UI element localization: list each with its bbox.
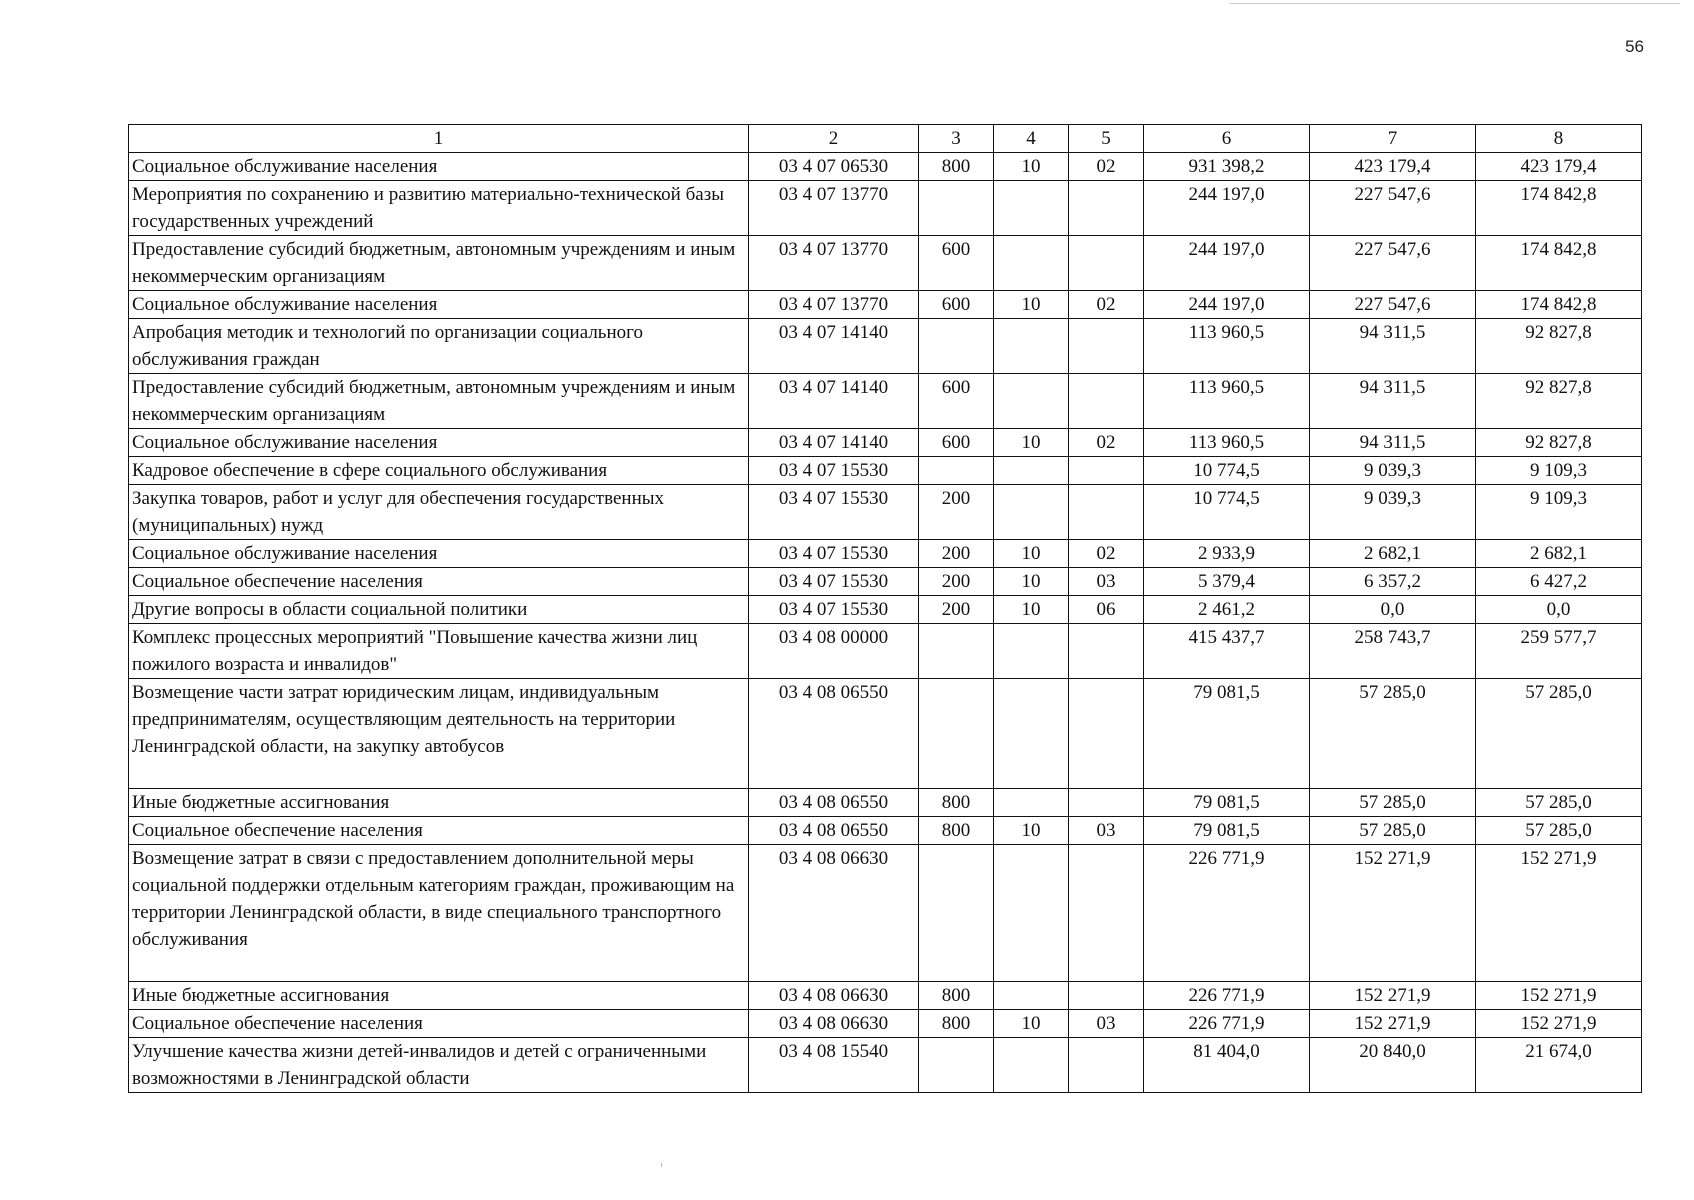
row-col3-cell xyxy=(919,181,994,236)
row-col4-cell xyxy=(994,1038,1069,1093)
row-code-cell: 03 4 07 13770 xyxy=(749,181,919,236)
row-code-cell: 03 4 07 14140 xyxy=(749,429,919,457)
row-code-cell: 03 4 08 06550 xyxy=(749,789,919,817)
row-col4-cell: 10 xyxy=(994,153,1069,181)
row-code-cell: 03 4 07 15530 xyxy=(749,485,919,540)
row-col8-cell: 0,0 xyxy=(1476,596,1642,624)
row-col3-cell: 600 xyxy=(919,429,994,457)
row-col5-cell: 02 xyxy=(1069,429,1144,457)
row-col4-cell: 10 xyxy=(994,429,1069,457)
row-col4-cell xyxy=(994,982,1069,1010)
table-row xyxy=(129,1010,1642,1038)
table-row xyxy=(129,789,1642,817)
row-name-cell: Улучшение качества жизни детей-инвалидов и детей с ограниченными возможностями в Ленинградской области xyxy=(129,1038,749,1093)
row-col8-cell: 152 271,9 xyxy=(1476,982,1642,1010)
row-col5-cell: 02 xyxy=(1069,153,1144,181)
table-row xyxy=(129,457,1642,485)
row-col7-cell: 57 285,0 xyxy=(1310,789,1476,817)
row-col7-cell: 152 271,9 xyxy=(1310,1010,1476,1038)
row-name-cell: Социальное обслуживание населения xyxy=(129,540,749,568)
row-col6-cell: 113 960,5 xyxy=(1144,429,1310,457)
table-row xyxy=(129,568,1642,596)
row-col3-cell: 200 xyxy=(919,596,994,624)
row-col4-cell xyxy=(994,374,1069,429)
row-name-cell: Предоставление субсидий бюджетным, автономным учреждениям и иным некоммерческим организациям xyxy=(129,236,749,291)
row-code-cell: 03 4 08 06630 xyxy=(749,982,919,1010)
row-col5-cell xyxy=(1069,789,1144,817)
row-code-cell: 03 4 08 06550 xyxy=(749,679,919,789)
row-col6-cell: 2 461,2 xyxy=(1144,596,1310,624)
row-col4-cell xyxy=(994,679,1069,789)
row-col4-cell: 10 xyxy=(994,291,1069,319)
row-code-cell: 03 4 07 15530 xyxy=(749,568,919,596)
row-col5-cell xyxy=(1069,1038,1144,1093)
row-name-cell: Другие вопросы в области социальной политики xyxy=(129,596,749,624)
row-col8-cell: 57 285,0 xyxy=(1476,679,1642,789)
row-col7-cell: 94 311,5 xyxy=(1310,429,1476,457)
row-col6-cell: 226 771,9 xyxy=(1144,845,1310,982)
row-col4-cell xyxy=(994,789,1069,817)
row-col7-cell: 9 039,3 xyxy=(1310,485,1476,540)
table-row xyxy=(129,817,1642,845)
row-col6-cell: 79 081,5 xyxy=(1144,679,1310,789)
row-col3-cell: 600 xyxy=(919,236,994,291)
row-name-cell: Иные бюджетные ассигнования xyxy=(129,982,749,1010)
row-col3-cell xyxy=(919,457,994,485)
row-name-cell: Предоставление субсидий бюджетным, автономным учреждениям и иным некоммерческим организациям xyxy=(129,374,749,429)
row-col4-cell: 10 xyxy=(994,540,1069,568)
row-col5-cell xyxy=(1069,624,1144,679)
table-header-row xyxy=(129,125,1642,153)
header-col-6: 6 xyxy=(1144,125,1310,153)
header-col-4: 4 xyxy=(994,125,1069,153)
row-col3-cell: 200 xyxy=(919,485,994,540)
row-col7-cell: 0,0 xyxy=(1310,596,1476,624)
row-code-cell: 03 4 07 15530 xyxy=(749,457,919,485)
row-col4-cell: 10 xyxy=(994,817,1069,845)
table-row xyxy=(129,1038,1642,1093)
header-col-7: 7 xyxy=(1310,125,1476,153)
row-col4-cell xyxy=(994,319,1069,374)
row-name-cell: Апробация методик и технологий по организации социального обслуживания граждан xyxy=(129,319,749,374)
row-col6-cell: 5 379,4 xyxy=(1144,568,1310,596)
row-col6-cell: 79 081,5 xyxy=(1144,789,1310,817)
row-name-cell: Социальное обеспечение населения xyxy=(129,568,749,596)
row-col7-cell: 20 840,0 xyxy=(1310,1038,1476,1093)
row-col4-cell xyxy=(994,845,1069,982)
row-code-cell: 03 4 07 14140 xyxy=(749,319,919,374)
row-col5-cell: 06 xyxy=(1069,596,1144,624)
header-col-1: 1 xyxy=(129,125,749,153)
row-col6-cell: 931 398,2 xyxy=(1144,153,1310,181)
row-col5-cell xyxy=(1069,319,1144,374)
row-col3-cell: 800 xyxy=(919,153,994,181)
row-col3-cell xyxy=(919,1038,994,1093)
row-col7-cell: 227 547,6 xyxy=(1310,236,1476,291)
header-col-3: 3 xyxy=(919,125,994,153)
table-row xyxy=(129,236,1642,291)
row-code-cell: 03 4 07 13770 xyxy=(749,236,919,291)
row-col7-cell: 258 743,7 xyxy=(1310,624,1476,679)
row-col5-cell xyxy=(1069,982,1144,1010)
row-col3-cell: 200 xyxy=(919,568,994,596)
row-col3-cell xyxy=(919,624,994,679)
row-code-cell: 03 4 07 06530 xyxy=(749,153,919,181)
row-col8-cell: 423 179,4 xyxy=(1476,153,1642,181)
row-col6-cell: 415 437,7 xyxy=(1144,624,1310,679)
row-col8-cell: 6 427,2 xyxy=(1476,568,1642,596)
header-col-5: 5 xyxy=(1069,125,1144,153)
row-col4-cell: 10 xyxy=(994,596,1069,624)
row-col6-cell: 113 960,5 xyxy=(1144,374,1310,429)
row-col8-cell: 92 827,8 xyxy=(1476,319,1642,374)
row-col7-cell: 94 311,5 xyxy=(1310,374,1476,429)
row-col5-cell: 02 xyxy=(1069,291,1144,319)
row-col6-cell: 10 774,5 xyxy=(1144,485,1310,540)
row-col6-cell: 79 081,5 xyxy=(1144,817,1310,845)
row-col3-cell: 800 xyxy=(919,789,994,817)
row-code-cell: 03 4 08 06630 xyxy=(749,1010,919,1038)
scan-edge-line xyxy=(1230,3,1680,4)
row-col5-cell xyxy=(1069,485,1144,540)
row-col7-cell: 94 311,5 xyxy=(1310,319,1476,374)
table-row xyxy=(129,485,1642,540)
row-code-cell: 03 4 08 06550 xyxy=(749,817,919,845)
page-number: 56 xyxy=(1625,37,1644,56)
table-row xyxy=(129,374,1642,429)
row-col8-cell: 174 842,8 xyxy=(1476,181,1642,236)
row-name-cell: Возмещение части затрат юридическим лицам, индивидуальным предпринимателям, осуществляющим деятельность на территории Ленинградской области, на закупку автобусов xyxy=(129,679,749,789)
row-col3-cell xyxy=(919,679,994,789)
table-row xyxy=(129,153,1642,181)
table-row xyxy=(129,679,1642,789)
table-row xyxy=(129,596,1642,624)
row-col8-cell: 57 285,0 xyxy=(1476,789,1642,817)
row-col4-cell xyxy=(994,485,1069,540)
row-name-cell: Социальное обслуживание населения xyxy=(129,291,749,319)
row-col7-cell: 423 179,4 xyxy=(1310,153,1476,181)
row-col3-cell: 600 xyxy=(919,374,994,429)
row-col6-cell: 2 933,9 xyxy=(1144,540,1310,568)
row-col6-cell: 113 960,5 xyxy=(1144,319,1310,374)
row-col5-cell: 03 xyxy=(1069,1010,1144,1038)
budget-table xyxy=(128,124,1642,1093)
row-col8-cell: 152 271,9 xyxy=(1476,845,1642,982)
row-name-cell: Социальное обслуживание населения xyxy=(129,153,749,181)
row-name-cell: Комплекс процессных мероприятий "Повышение качества жизни лиц пожилого возраста и инвалидов" xyxy=(129,624,749,679)
header-col-8: 8 xyxy=(1476,125,1642,153)
row-col3-cell: 800 xyxy=(919,1010,994,1038)
row-col6-cell: 226 771,9 xyxy=(1144,982,1310,1010)
row-col5-cell xyxy=(1069,679,1144,789)
row-col4-cell xyxy=(994,624,1069,679)
row-col5-cell xyxy=(1069,236,1144,291)
table-row xyxy=(129,624,1642,679)
row-code-cell: 03 4 07 15530 xyxy=(749,596,919,624)
row-code-cell: 03 4 07 15530 xyxy=(749,540,919,568)
row-col8-cell: 57 285,0 xyxy=(1476,817,1642,845)
row-code-cell: 03 4 08 06630 xyxy=(749,845,919,982)
row-name-cell: Иные бюджетные ассигнования xyxy=(129,789,749,817)
row-col6-cell: 244 197,0 xyxy=(1144,181,1310,236)
row-col8-cell: 174 842,8 xyxy=(1476,236,1642,291)
table-row xyxy=(129,429,1642,457)
table-row xyxy=(129,845,1642,982)
row-name-cell: Возмещение затрат в связи с предоставлением дополнительной меры социальной поддержки отдельным категориям граждан, проживающим на территории Ленинградской области, в виде специального транспортного обслуживания xyxy=(129,845,749,982)
row-col7-cell: 57 285,0 xyxy=(1310,817,1476,845)
row-col8-cell: 174 842,8 xyxy=(1476,291,1642,319)
row-col6-cell: 226 771,9 xyxy=(1144,1010,1310,1038)
row-col7-cell: 9 039,3 xyxy=(1310,457,1476,485)
row-col8-cell: 21 674,0 xyxy=(1476,1038,1642,1093)
row-name-cell: Мероприятия по сохранению и развитию материально-технической базы государственных учреждений xyxy=(129,181,749,236)
row-name-cell: Закупка товаров, работ и услуг для обеспечения государственных (муниципальных) нужд xyxy=(129,485,749,540)
row-col4-cell xyxy=(994,181,1069,236)
row-col7-cell: 2 682,1 xyxy=(1310,540,1476,568)
row-col3-cell: 600 xyxy=(919,291,994,319)
row-col3-cell xyxy=(919,319,994,374)
row-col5-cell: 03 xyxy=(1069,568,1144,596)
row-col8-cell: 9 109,3 xyxy=(1476,485,1642,540)
row-col5-cell xyxy=(1069,374,1144,429)
row-col3-cell: 200 xyxy=(919,540,994,568)
row-col7-cell: 57 285,0 xyxy=(1310,679,1476,789)
row-name-cell: Социальное обеспечение населения xyxy=(129,1010,749,1038)
row-code-cell: 03 4 07 14140 xyxy=(749,374,919,429)
row-col8-cell: 92 827,8 xyxy=(1476,374,1642,429)
row-col6-cell: 10 774,5 xyxy=(1144,457,1310,485)
table-row xyxy=(129,181,1642,236)
row-col8-cell: 9 109,3 xyxy=(1476,457,1642,485)
row-col8-cell: 92 827,8 xyxy=(1476,429,1642,457)
row-col4-cell xyxy=(994,457,1069,485)
row-col8-cell: 259 577,7 xyxy=(1476,624,1642,679)
row-code-cell: 03 4 08 00000 xyxy=(749,624,919,679)
row-code-cell: 03 4 08 15540 xyxy=(749,1038,919,1093)
row-col3-cell: 800 xyxy=(919,982,994,1010)
row-col5-cell xyxy=(1069,181,1144,236)
stray-scan-mark xyxy=(661,1163,662,1167)
row-name-cell: Социальное обеспечение населения xyxy=(129,817,749,845)
table-row xyxy=(129,291,1642,319)
row-col8-cell: 152 271,9 xyxy=(1476,1010,1642,1038)
table-row xyxy=(129,982,1642,1010)
row-col4-cell: 10 xyxy=(994,568,1069,596)
row-col4-cell: 10 xyxy=(994,1010,1069,1038)
row-col4-cell xyxy=(994,236,1069,291)
header-col-2: 2 xyxy=(749,125,919,153)
row-col7-cell: 152 271,9 xyxy=(1310,845,1476,982)
row-col5-cell: 03 xyxy=(1069,817,1144,845)
row-col7-cell: 227 547,6 xyxy=(1310,291,1476,319)
row-name-cell: Кадровое обеспечение в сфере социального обслуживания xyxy=(129,457,749,485)
row-col3-cell xyxy=(919,845,994,982)
row-col6-cell: 244 197,0 xyxy=(1144,291,1310,319)
row-col5-cell xyxy=(1069,845,1144,982)
row-col7-cell: 227 547,6 xyxy=(1310,181,1476,236)
row-col7-cell: 6 357,2 xyxy=(1310,568,1476,596)
row-col3-cell: 800 xyxy=(919,817,994,845)
row-name-cell: Социальное обслуживание населения xyxy=(129,429,749,457)
row-code-cell: 03 4 07 13770 xyxy=(749,291,919,319)
row-col8-cell: 2 682,1 xyxy=(1476,540,1642,568)
row-col6-cell: 244 197,0 xyxy=(1144,236,1310,291)
row-col5-cell xyxy=(1069,457,1144,485)
row-col6-cell: 81 404,0 xyxy=(1144,1038,1310,1093)
row-col5-cell: 02 xyxy=(1069,540,1144,568)
table-row xyxy=(129,540,1642,568)
row-col7-cell: 152 271,9 xyxy=(1310,982,1476,1010)
table-row xyxy=(129,319,1642,374)
